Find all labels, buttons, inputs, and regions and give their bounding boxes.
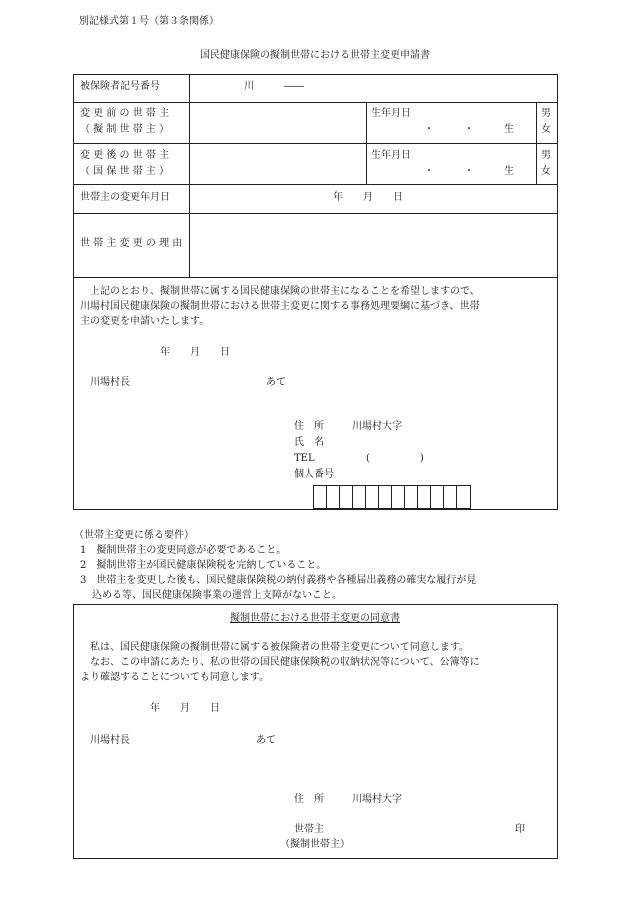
before-head-sublabel: （ 擬 制 世 帯 主 ）: [80, 124, 170, 135]
addressee-suffix: あて: [266, 377, 286, 388]
consent-householder-note: （擬制世帯主）: [280, 839, 350, 850]
requirement-1: 1 擬制世帯主の変更同意が必要であること。: [80, 545, 287, 556]
change-reason-field[interactable]: [197, 218, 553, 273]
before-sex-female[interactable]: 女: [541, 124, 551, 135]
before-head-label: 変 更 前 の 世 帯 主: [80, 108, 170, 119]
personal-number-grid[interactable]: [313, 485, 471, 509]
applicant-address-field[interactable]: 川場村大字: [352, 421, 402, 432]
consent-addressee-suffix: あて: [256, 735, 276, 746]
insured-number-field[interactable]: 川 ――: [244, 81, 304, 92]
after-head-label: 変 更 後 の 世 帯 主: [80, 150, 170, 161]
before-birth-label: 生年月日: [371, 108, 411, 119]
statement-line-1: 上記のとおり、擬制世帯に属する国民健康保険の世帯主になることを希望しますので、: [90, 286, 480, 297]
statement-line-2: 川場村国民健康保険の擬制世帯における世帯主変更に関する事務処理要綱に基づき、世帯: [80, 301, 480, 312]
requirement-3: 3 世帯主を変更した後も、国民健康保険税の納付義務や各種届出義務の確実な履行が見: [80, 575, 477, 586]
requirements-heading: （世帯主変更に係る要件）: [74, 530, 194, 541]
consent-text-1: 私は、国民健康保険の擬制世帯に属する被保険者の世帯主変更について同意します。: [90, 642, 469, 653]
consent-address-field[interactable]: 川場村大字: [352, 794, 402, 805]
requirement-2: 2 擬制世帯主が国民健康保険税を完納していること。: [80, 560, 327, 571]
consent-text-3: より確認することについても同意します。: [80, 672, 269, 683]
after-head-name-field[interactable]: [197, 150, 363, 182]
consent-text-2: なお、この申請にあたり、私の世帯の国民健康保険税の収納状況等について、公簿等に: [90, 657, 480, 668]
change-reason-label: 世 帯 主 変 更 の 理 由: [80, 238, 183, 249]
requirement-3-cont: 込める等、国民健康保険事業の運営上支障がないこと。: [92, 590, 342, 601]
before-head-name-field[interactable]: [197, 108, 363, 140]
consent-addressee: 川場村長: [90, 735, 130, 746]
after-sex-male[interactable]: 男: [541, 150, 551, 161]
form-title: 国民健康保険の擬制世帯における世帯主変更申請書: [200, 50, 430, 61]
consent-title: 擬制世帯における世帯主変更の同意書: [230, 613, 400, 624]
after-head-sublabel: （ 国 保 世 帯 主 ）: [80, 166, 170, 177]
application-date[interactable]: 年 月 日: [160, 347, 230, 358]
form-number: 別記様式第１号（第３条関係）: [79, 16, 219, 27]
consent-address-label: 住 所: [294, 794, 324, 805]
before-birth-field[interactable]: ・ ・ 生: [424, 124, 514, 135]
applicant-address-label: 住 所: [294, 421, 324, 432]
applicant-name-label: 氏 名: [294, 437, 324, 448]
change-date-field[interactable]: 年 月 日: [333, 192, 403, 203]
statement-line-3: 主の変更を申請いたします。: [80, 316, 210, 327]
after-birth-label: 生年月日: [371, 150, 411, 161]
before-sex-male[interactable]: 男: [541, 108, 551, 119]
change-date-label: 世帯主の変更年月日: [80, 192, 170, 203]
consent-householder-label: 世帯主: [294, 824, 324, 835]
applicant-tel-field[interactable]: ( ): [366, 453, 424, 464]
seal-mark: 印: [515, 824, 525, 835]
personal-number-label: 個人番号: [294, 469, 334, 480]
addressee: 川場村長: [90, 377, 130, 388]
insured-number-label: 被保険者記号番号: [80, 81, 160, 92]
after-sex-female[interactable]: 女: [541, 166, 551, 177]
after-birth-field[interactable]: ・ ・ 生: [424, 166, 514, 177]
applicant-tel-label: TEL: [294, 453, 315, 464]
consent-date[interactable]: 年 月 日: [150, 703, 220, 714]
